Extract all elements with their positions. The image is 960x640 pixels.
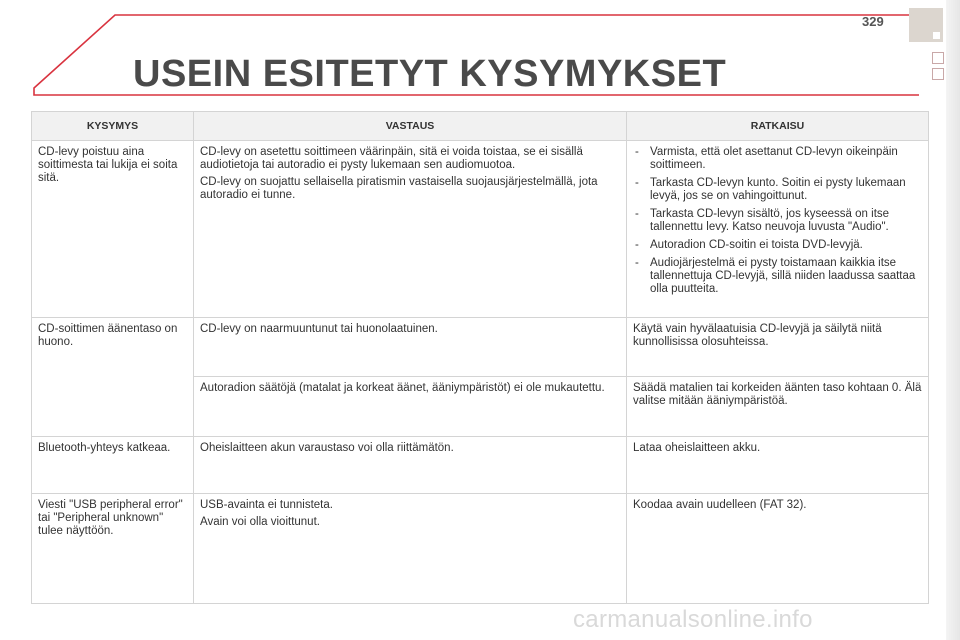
answer-cell (194, 377, 627, 437)
question-text: CD-levy poistuu aina soittimesta tai lukija ei soita sitä. (38, 146, 178, 184)
answer-text: USB-avainta ei tunnisteta. (200, 499, 333, 511)
header-solution: RATKAISU (627, 112, 929, 141)
solution-text: Lataa oheislaitteen akku. (633, 442, 761, 454)
answer-text: CD-levy on suojattu sellaisella piratismin vastaisella suojausjärjestelmällä, jota autoradio ei tunne. (200, 176, 598, 201)
question-text: CD-soittimen äänentaso on huono. (38, 323, 178, 348)
nav-box-icon[interactable] (932, 68, 944, 80)
question-cell (32, 141, 194, 318)
answer-text: Avain voi olla vioittunut. (200, 516, 320, 528)
solution-text: Käytä vain hyvälaatuisia CD-levyjä ja säilytä niitä kunnollisissa olosuhteissa. (633, 323, 882, 348)
solution-text: Koodaa avain uudelleen (FAT 32). (633, 499, 807, 511)
solution-cell (627, 494, 929, 604)
question-cell (32, 318, 194, 437)
answer-cell (194, 141, 627, 318)
answer-text: Autoradion säätöjä (matalat ja korkeat äänet, ääniympäristöt) ei ole mukautettu. (200, 382, 605, 394)
solution-cell (627, 318, 929, 377)
solution-item: - Audiojärjestelmä ei pysty toistamaan kaikkia itse tallennettuja CD-levyjä, sillä niiden laadussa saattaa olla puutteita. (633, 257, 922, 296)
question-cell (32, 494, 194, 604)
table-row (32, 318, 929, 377)
answer-cell (194, 437, 627, 494)
page-title: USEIN ESITETYT KYSYMYKSET (133, 53, 727, 95)
solution-list (633, 146, 922, 296)
faq-table (31, 111, 929, 604)
question-cell (32, 437, 194, 494)
solution-item: - Tarkasta CD-levyn sisältö, jos kyseessä on itse tallennettu levy. Katso neuvoja luvusta "Audio". (633, 208, 922, 234)
nav-box-icon[interactable] (932, 52, 944, 64)
solution-item: - Tarkasta CD-levyn kunto. Soitin ei pysty lukemaan levyä, jos se on vahingoittunut. (633, 177, 922, 203)
answer-cell (194, 318, 627, 377)
page-edge-strip (946, 0, 960, 640)
solution-item: - Autoradion CD-soitin ei toista DVD-levyjä. (633, 239, 922, 252)
page-number: 329 (862, 14, 884, 29)
question-text: Bluetooth-yhteys katkeaa. (38, 442, 171, 454)
header-answer: VASTAUS (194, 112, 627, 141)
chapter-tab[interactable] (909, 8, 943, 42)
solution-item: - Varmista, että olet asettanut CD-levyn oikeinpäin soittimeen. (633, 146, 922, 172)
answer-cell (194, 494, 627, 604)
question-text: Viesti "USB peripheral error" tai "Peripheral unknown" tulee näyttöön. (38, 499, 183, 537)
solution-cell (627, 437, 929, 494)
table-header-row (32, 112, 929, 141)
table-row (32, 437, 929, 494)
header-question: KYSYMYS (32, 112, 194, 141)
answer-text: CD-levy on asetettu soittimeen väärinpäin, sitä ei voida toistaa, se ei sisällä audiotietoja tai autoradio ei pysty lukemaan sen audiomuotoa. (200, 146, 583, 171)
solution-cell (627, 141, 929, 318)
table-row (32, 494, 929, 604)
answer-text: Oheislaitteen akun varaustaso voi olla riittämätön. (200, 442, 454, 454)
solution-cell (627, 377, 929, 437)
chapter-tab-marker (933, 32, 940, 39)
watermark: carmanualsonline.info (573, 606, 813, 633)
solution-text: Säädä matalien tai korkeiden äänten taso kohtaan 0. Älä valitse mitään ääniympäristöä. (633, 382, 922, 407)
answer-text: CD-levy on naarmuuntunut tai huonolaatuinen. (200, 323, 438, 335)
table-row (32, 141, 929, 318)
